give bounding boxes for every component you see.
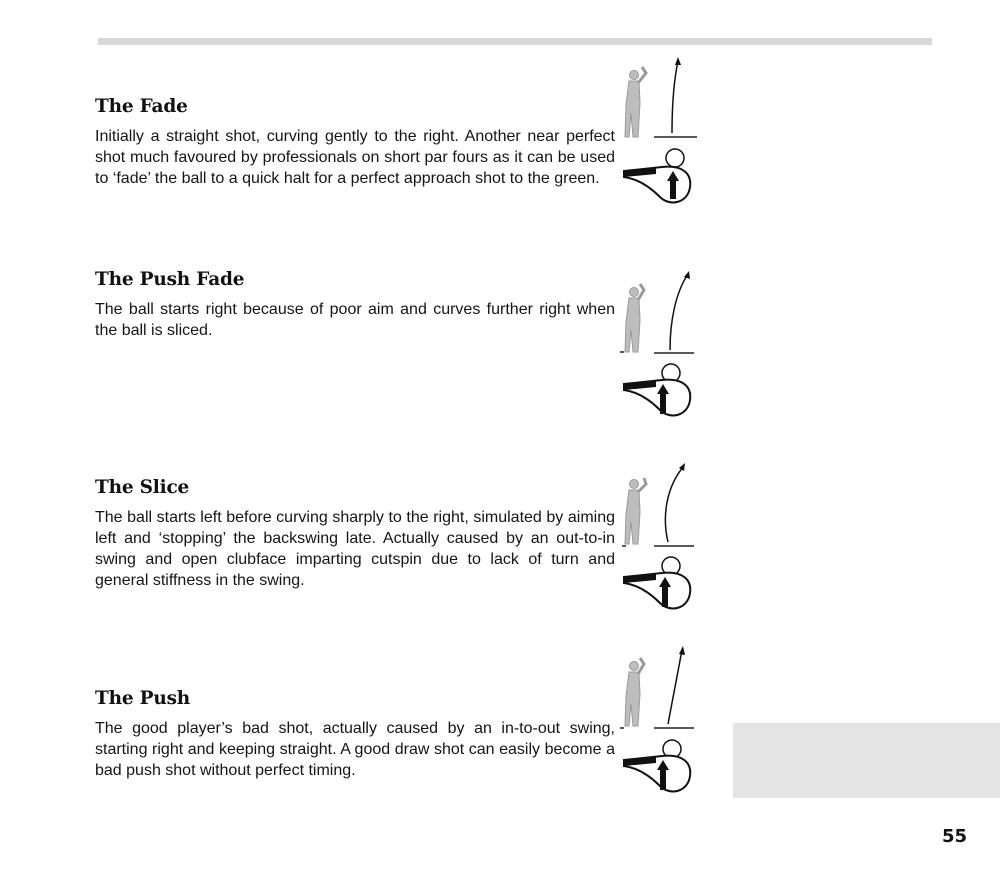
ball-flight-path bbox=[665, 466, 684, 542]
section-text: The ball starts right because of poor aim and curves further right when the ball is sliced. bbox=[95, 301, 615, 339]
section-title: The Fade bbox=[95, 96, 188, 117]
page-number: 55 bbox=[941, 826, 967, 847]
slice-shot-diagram bbox=[612, 462, 707, 632]
push-fade-shot-diagram bbox=[612, 270, 707, 440]
clubhead-icon bbox=[624, 167, 690, 203]
fade-shot-diagram bbox=[612, 55, 707, 225]
section-text: The good player’s bad shot, actually caused by an in-to-out swing, starting right and keeping straight. A good draw shot can easily become a bad push shot without perfect timing. bbox=[95, 720, 615, 779]
golfer-icon bbox=[625, 478, 646, 544]
clubhead-icon bbox=[624, 380, 690, 416]
section-fade bbox=[95, 96, 615, 189]
ball-icon bbox=[666, 149, 684, 167]
golfer-icon bbox=[625, 658, 644, 726]
top-rule bbox=[98, 38, 932, 45]
clubhead-icon bbox=[624, 756, 690, 792]
push-shot-diagram bbox=[612, 644, 707, 814]
section-slice bbox=[95, 477, 615, 591]
section-text: Initially a straight shot, curving gently to the right. Another near perfect shot much favoured by professionals on short par fours as it can be used to ‘fade’ the ball to a quick halt for a perfect approach shot to the green. bbox=[95, 128, 615, 187]
ball-flight-path bbox=[670, 274, 688, 350]
ball-flight-path bbox=[668, 650, 682, 724]
section-push-fade bbox=[95, 269, 615, 341]
section-push bbox=[95, 688, 615, 781]
ball-flight-path bbox=[672, 61, 678, 133]
section-title: The Push bbox=[95, 688, 191, 709]
flight-arrowhead bbox=[679, 646, 685, 655]
golfer-icon bbox=[625, 284, 644, 352]
golfer-icon bbox=[625, 67, 646, 137]
gray-sidebar-block bbox=[733, 723, 1000, 798]
section-title: The Slice bbox=[95, 477, 190, 498]
clubhead-icon bbox=[624, 573, 690, 609]
flight-arrowhead bbox=[679, 463, 685, 471]
section-text: The ball starts left before curving sharply to the right, simulated by aiming left and ‘stopping’ the backswing late. Actually caused by an out-to-in swing and open clubface imparting cutspin due to lack of turn and general stiffness in the swing. bbox=[95, 509, 615, 589]
flight-arrowhead bbox=[675, 57, 681, 65]
section-title: The Push Fade bbox=[95, 269, 245, 290]
